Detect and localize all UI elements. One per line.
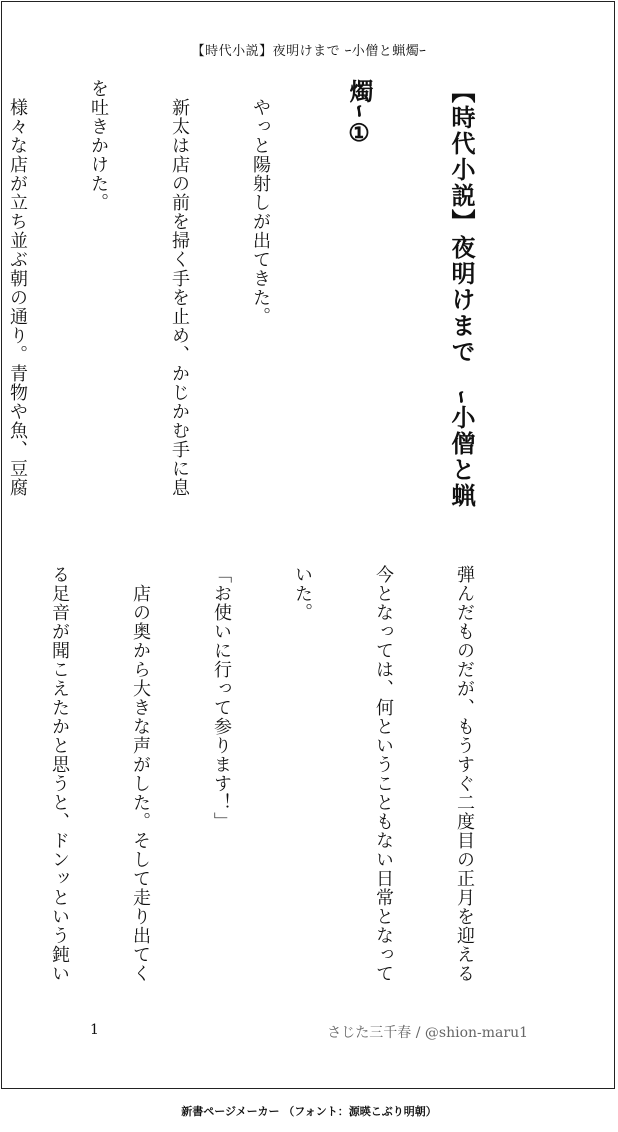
body-line: 今となっては、何ということもない日常となって [373,565,394,983]
upper-text-block [7,79,532,529]
body-line: 店の奥から大きな声がした。そして走り出てく [130,565,151,983]
page-number: 1 [90,1022,99,1038]
body-line: 弾んだものだが、もうすぐ二度目の正月を迎える [454,565,475,983]
body-line: 様々な店が立ち並ぶ朝の通り。青物や魚、豆腐 [7,79,28,497]
body-line: いた。 [292,565,313,622]
title-line-1: 【時代小説】夜明けまで ｰ小僧と蝋 [447,79,476,509]
body-line: やっと陽射しが出てきた。 [250,79,271,326]
body-line: る足音が聞こえたかと思うと、ドンッという鈍い [49,565,70,983]
maker-credit: 新書ページメーカー （フォント：源暎こぶり明朝） [181,1105,437,1118]
running-head: 【時代小説】夜明けまで ｰ小僧と蝋燭ｰ [191,44,427,59]
body-line: 「お使いに行って参ります！」 [211,565,232,831]
title-line-2: 燭ｰ① [345,79,374,149]
author-credit: さじた三千春 / @shion-maru1 [327,1025,528,1041]
body-line: を吐きかけた。 [88,79,109,212]
body-line: 新太は店の前を掃く手を止め、かじかむ手に息 [169,79,190,497]
lower-text-block [49,565,532,1005]
